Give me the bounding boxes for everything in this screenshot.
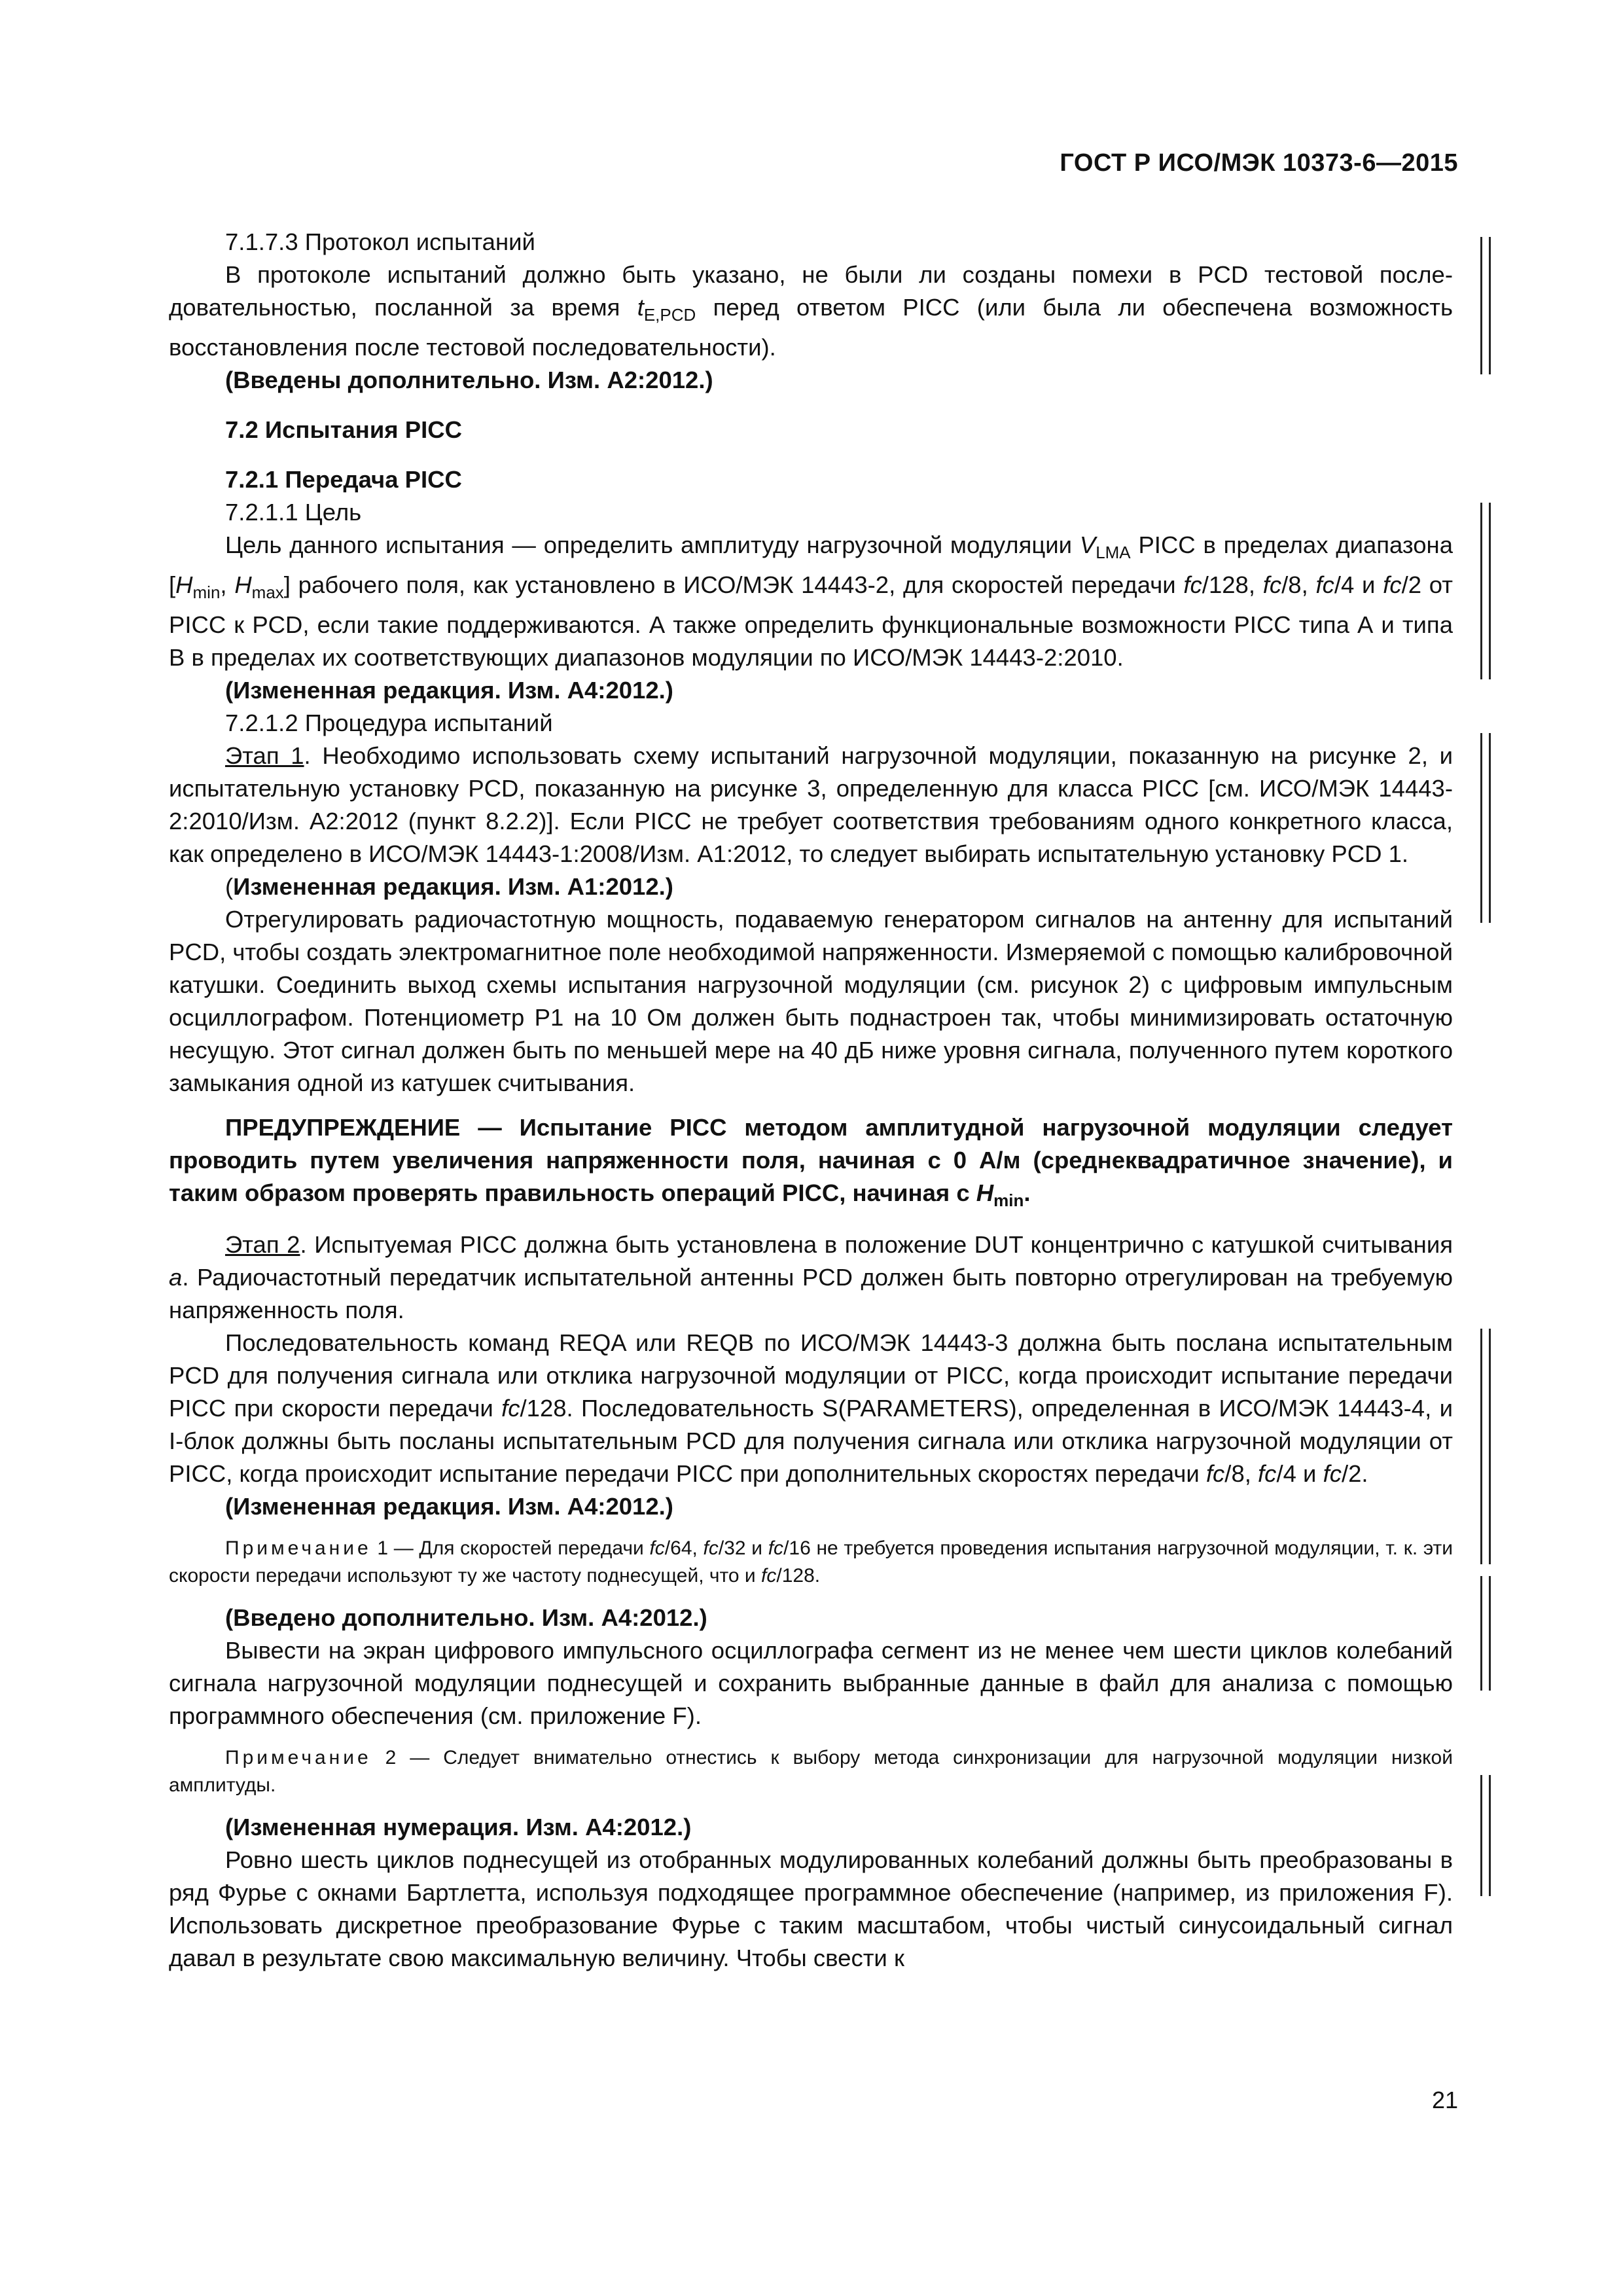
paragraph-command-sequence: Последовательность команд REQA или REQB по ИСО/МЭК 14443-3 должна быть послана испытательным PCD для получения сигнала или отклика нагрузочной модуляции от PICC, когда происходит испытание передачи PICC при скорости передачи fc/128. Последовательность S(PARAMETERS), определенная в ИСО/МЭК 14443-4, и I-блок должны быть посланы испытательным PCD для получения сигнала или отклика нагрузочной модуляции от PICC, когда происходит испытание передачи PICC при дополнительных скоростях передачи fc/8, fc/4 и fc/2. (169, 1329, 1453, 1487)
paragraph-fourier: Ровно шесть циклов поднесущей из отобранных модулированных колебаний должны быть преобразованы в ряд Фурье с окнами Бартлетта, используя подходящее программное обеспечение (например, из приложения F). Использовать дискретное преобразование Фурье с таким масштабом, чтобы чистый синусоидальный сигнал давал в результате свою максимальную величину. Чтобы свести к (169, 1846, 1453, 1971)
paragraph-purpose: Цель данного испытания — определить амплитуду нагрузочной модуляции $V_{LMA}$ PICC в пределах диапазона [$H_{min}$, $H_{max}$] рабочего поля, как установлено в ИСО/МЭК 14443-2, для скоростей передачи fc/128, fc/8, fc/4 и fc/2 от PICC к PCD, если такие поддерживаются. А также определить функциональные возможности PICC типа А и типа В в пределах их соответствующих диапазонов модуляции по ИСО/МЭК 14443-2:2010. (169, 531, 1453, 671)
document-id-header: ГОСТ Р ИСО/МЭК 10373-6—2015 (1060, 149, 1458, 177)
change-bar (1480, 733, 1491, 923)
paragraph-oscilloscope: Вывести на экран цифрового импульсного осциллографа сегмент из не менее чем шести циклов колебаний сигнала нагрузочной модуляции поднесущей и сохранить выбранные данные в файл для анализа с помощью программного обеспечения (см. приложение F). (169, 1637, 1453, 1729)
amendment-note: (Введены дополнительно. Изм. А2:2012.) (225, 367, 713, 393)
change-bar (1480, 1576, 1491, 1691)
section-7-2-1-1-heading: 7.2.1.1 Цель (225, 499, 362, 526)
change-bar (1480, 1775, 1491, 1896)
amendment-note: (Измененная нумерация. Изм. А4:2012.) (225, 1814, 692, 1840)
paragraph-test-protocol: В протоколе испытаний должно быть указано, не были ли созданы помехи в PCD тестовой последовательностью, посланной за время $t_{E,PCD}$ перед ответом PICC (или была ли обеспечена возможность восстановления после тестовой последовательности). (169, 261, 1454, 361)
change-bar (1480, 503, 1491, 679)
page-number: 21 (1431, 2087, 1458, 2113)
warning-paragraph: ПРЕДУПРЕЖДЕНИЕ — Испытание PICC методом амплитудной нагрузочной модуляции следует проводить путем увеличения напряженности поля, начиная с 0 А/м (среднеквадратичное значение), и таким образом проверять правильность операций PICC, начиная с $H_{min}$. (169, 1114, 1453, 1210)
note-2: Примечание 2 — Следует внимательно отнестись к выбору метода синхронизации для нагрузочной модуляции низкой амплитуды. (169, 1747, 1453, 1796)
note-1: Примечание 1 — Для скоростей передачи fc/64, fc/32 и fc/16 не требуется проведения испытания нагрузочной модуляции, т. к. эти скорости передачи используют ту же частоту поднесущей, что и fc/128. (169, 1537, 1453, 1587)
amendment-note: (Введено дополнительно. Изм. А4:2012.) (225, 1604, 707, 1631)
amendment-note: (Измененная редакция. Изм. А4:2012.) (225, 677, 673, 704)
section-7-2-heading: 7.2 Испытания PICC (225, 416, 462, 443)
amendment-note: (Измененная редакция. Изм. А4:2012.) (225, 1493, 673, 1520)
paragraph-step-1: Этап 1. Необходимо использовать схему испытаний нагрузочной модуляции, показанную на рисунке 2, и испытательную установку PCD, показанную на рисунке 3, определенную для класса PICC [см. ИСО/МЭК 14443-2:2010/Изм. А2:2012 (пункт 8.2.2)]. Если PICC не требует соответствия требованиям одного конкретного класса, как определено в ИСО/МЭК 14443-1:2008/Изм. А1:2012, то следует выбирать испытательную установку PCD 1. (169, 742, 1453, 867)
page-body (169, 226, 1453, 1975)
change-bar (1480, 237, 1491, 374)
paragraph-rf-adjust: Отрегулировать радиочастотную мощность, подаваемую генератором сигналов на антенну для испытаний PCD, чтобы создать электромагнитное поле необходимой напряженности. Измеряемой с помощью калибровочной катушки. Соединить выход схемы испытания нагрузочной модуляции (см. рисунок 2) с цифровым импульсным осциллографом. Потенциометр P1 на 10 Ом должен быть поднастроен так, чтобы минимизировать остаточную несущую. Этот сигнал должен быть по меньшей мере на 40 дБ ниже уровня сигнала, полученного путем короткого замыкания одной из катушек считывания. (169, 906, 1453, 1096)
section-7-2-1-2-heading: 7.2.1.2 Процедура испытаний (225, 709, 553, 736)
section-7-2-1-heading: 7.2.1 Передача PICC (225, 466, 462, 493)
change-bar (1480, 1329, 1491, 1564)
paragraph-step-2: Этап 2. Испытуемая PICC должна быть установлена в положение DUT концентрично с катушкой считывания a. Радиочастотный передатчик испытательной антенны PCD должен быть повторно отрегулирован на требуемую напряженность поля. (169, 1231, 1453, 1323)
amendment-note: (Измененная редакция. Изм. А1:2012.) (225, 873, 673, 900)
section-7-1-7-3-heading: 7.1.7.3 Протокол испытаний (225, 228, 535, 255)
